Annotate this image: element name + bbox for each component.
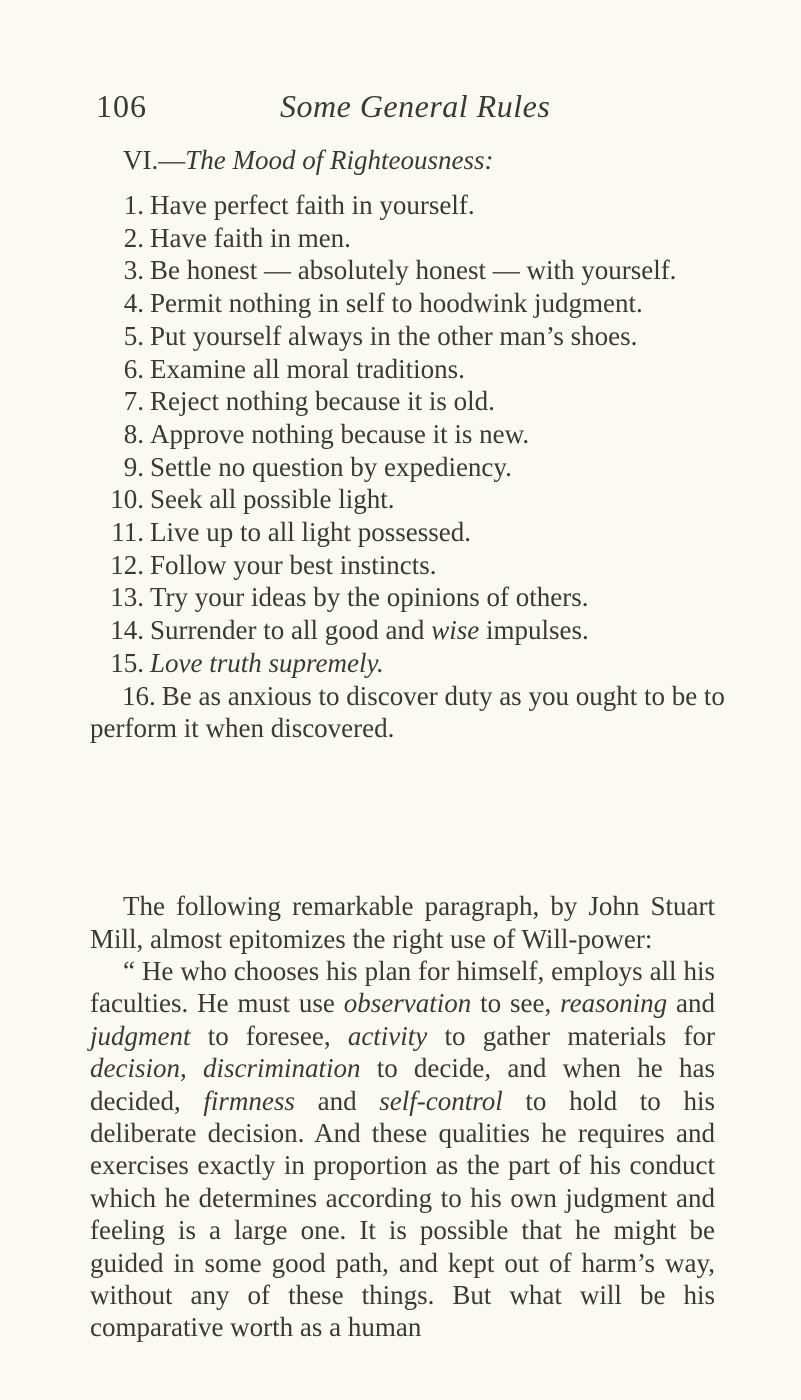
rule-item [90,353,730,386]
rule-number: 7. [123,386,144,417]
rule-item [90,418,730,451]
rule-number: 4. [123,288,144,319]
mill-quotation [90,955,715,1344]
rule-text: Be as anxious to discover duty as you ought to be to perform it when discovered. [90,680,725,744]
rule-text: Love truth supremely. [150,647,384,678]
rule-text: Approve nothing because it is new. [150,418,530,449]
rule-text: Be honest — absolutely honest — with yourself. [150,255,677,286]
rule-number: 14. [110,615,144,646]
rule-number: 6. [123,353,144,384]
rule-item [90,483,730,516]
running-title: Some General Rules [280,88,551,124]
rule-number: 1. [123,190,144,220]
section-title: The Mood of Righteousness: [185,145,494,175]
rule-text: Have perfect faith in yourself. [150,190,475,220]
quote-text: to see, [471,988,561,1019]
intro-paragraph: The following remarkable paragraph, by John Stuart Mill, almost epitomizes the right use of Will-power: [90,891,715,954]
rule-text: Seek all possible light. [150,484,395,515]
quote-emphasis: reasoning [560,988,668,1019]
quote-text: and [667,988,715,1019]
rule-number: 3. [123,255,144,286]
quote-text: and [294,1085,380,1116]
rule-text: Examine all moral traditions. [150,353,465,384]
rule-item [90,254,730,287]
rule-text: Have faith in men. [150,222,351,253]
rule-item [90,581,730,614]
quote-text: “ He who chooses his plan for himself, employs all his faculties. He must use [90,956,715,1019]
rule-text: Follow your best instincts. [150,549,437,580]
rule-number: 15. [110,647,144,678]
rule-text: Permit nothing in self to hoodwink judgment. [150,288,643,319]
section-label: VI.— [123,145,186,175]
rule-number: 5. [123,320,144,351]
rule-item [90,516,730,549]
page-number: 106 [96,88,147,124]
rule-text-before: Surrender to all good and [150,615,432,646]
quote-text: to decide, and when he has decided, [90,1053,715,1116]
rule-item [90,189,730,222]
quote-text: to gather materials for [427,1020,715,1051]
quote-emphasis: observation [343,988,472,1019]
quote-emphasis: judgment [90,1020,191,1051]
rule-number: 11. [111,517,144,548]
rule-text: Settle no question by expediency. [150,451,512,482]
rule-text-after: impulses. [479,615,589,646]
rule-number: 8. [123,418,144,449]
rule-number: 10. [110,484,144,515]
rule-text: Reject nothing because it is old. [150,386,495,417]
rule-item [90,451,730,484]
quote-emphasis: self-control [379,1085,503,1116]
rule-number: 2. [123,222,144,253]
rule-text: Put yourself always in the other man’s shoes. [150,320,638,351]
rule-text: Try your ideas by the opinions of others. [150,582,589,613]
running-head [96,88,716,128]
quote-text: to hold to his deliberate decision. And these qualities he requires and exercises exactly in proportion as the part of his conduct which he determines according to his own judgment and feeling is a large one. It is possible that he might be guided in some good path, and kept out of harm’s way, without any of these things. But what will be his comparative worth as a human [90,1085,716,1343]
rules-list [90,189,730,745]
quote-text: to foresee, [190,1020,348,1051]
quote-emphasis: firmness [203,1085,295,1116]
rule-item [90,385,730,418]
rule-text: Live up to all light possessed. [150,517,471,548]
rule-item [90,320,730,353]
rule-number: 16. [122,680,156,711]
section-heading [123,145,493,176]
quote-emphasis: decision, discrimination [90,1053,361,1084]
quote-emphasis: activity [347,1020,428,1051]
rule-number: 12. [110,549,144,580]
rule-item [90,614,730,647]
rule-item [90,680,730,745]
rule-text-italic: wise [431,615,480,646]
rule-item [90,222,730,255]
rule-number: 13. [110,582,144,613]
rule-item [90,287,730,320]
rule-number: 9. [123,451,144,482]
rule-item [90,549,730,582]
rule-item [90,647,730,680]
